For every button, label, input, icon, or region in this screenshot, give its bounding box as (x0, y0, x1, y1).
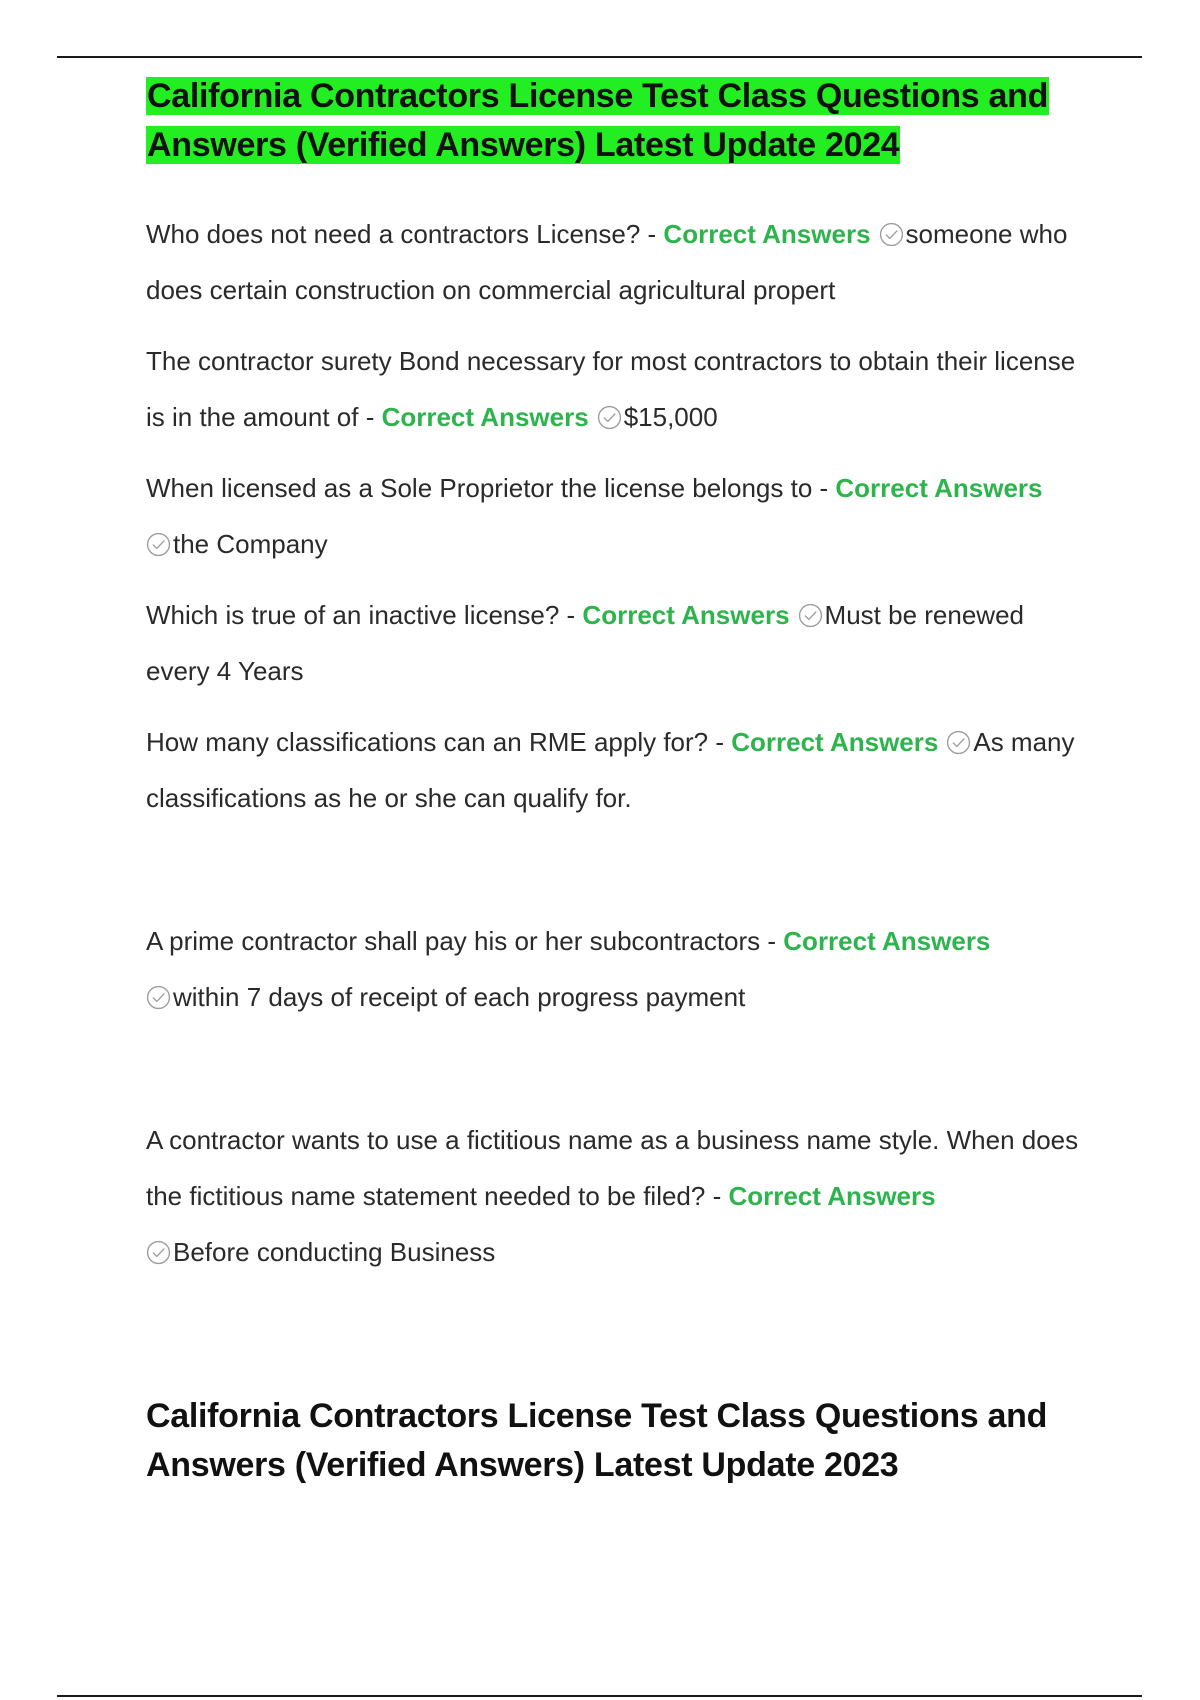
question-text: Which is true of an inactive license? (146, 600, 560, 630)
answer-text: $15,000 (623, 402, 718, 432)
qa-list (146, 206, 1086, 1280)
correct-answers-label: Correct Answers (731, 727, 939, 757)
answer-text: within 7 days of receipt of each progress payment (173, 982, 746, 1012)
checkmark-circle-icon (879, 222, 904, 247)
correct-answers-label: Correct Answers (381, 402, 589, 432)
question-text: How many classifications can an RME apply for? (146, 727, 709, 757)
answer-text: As many classifications as he or she can qualify for. (146, 727, 1075, 813)
question-text: A prime contractor shall pay his or her subcontractors (146, 926, 761, 956)
qa-item (146, 460, 1086, 572)
footer-title: California Contractors License Test Class Questions and Answers (Verified Answers) Latest Update 2023 (146, 1397, 1048, 1484)
qa-item (146, 714, 1086, 826)
question-text: When licensed as a Sole Proprietor the license belongs to (146, 473, 813, 503)
checkmark-circle-icon (798, 603, 823, 628)
correct-answers-label: Correct Answers (582, 600, 790, 630)
separator: - (559, 600, 583, 630)
qa-item (146, 333, 1086, 445)
answer-text: Must be renewed every 4 Years (146, 600, 1024, 686)
answer-text: someone who does certain construction on commercial agricultural propert (146, 219, 1068, 305)
correct-answers-label: Correct Answers (663, 219, 871, 249)
separator: - (760, 926, 784, 956)
question-text: The contractor surety Bond necessary for most contractors to obtain their license is in the amount of (146, 346, 1076, 432)
checkmark-circle-icon (146, 1240, 171, 1265)
checkmark-circle-icon (146, 985, 171, 1010)
qa-item (146, 587, 1086, 699)
bottom-rule (57, 1695, 1142, 1697)
answer-text: Before conducting Business (173, 1237, 496, 1267)
correct-answers-label: Correct Answers (835, 473, 1043, 503)
qa-item (146, 913, 1086, 1025)
top-rule (57, 56, 1142, 58)
separator: - (640, 219, 664, 249)
separator: - (812, 473, 836, 503)
separator: - (705, 1181, 729, 1211)
question-text: A contractor wants to use a fictitious name as a business name style. When does the fictitious name statement needed to be filed? (146, 1125, 1079, 1211)
answer-text: the Company (173, 529, 328, 559)
qa-item (146, 206, 1086, 318)
correct-answers-label: Correct Answers (783, 926, 991, 956)
document-title (146, 72, 1086, 170)
checkmark-circle-icon (146, 532, 171, 557)
checkmark-circle-icon (597, 405, 622, 430)
separator: - (358, 402, 382, 432)
qa-item (146, 1112, 1086, 1280)
question-text: Who does not need a contractors License? (146, 219, 641, 249)
highlighted-title-text: California Contractors License Test Class Questions and Answers (Verified Answers) Latest Update 2024 (147, 77, 1049, 164)
checkmark-circle-icon (946, 730, 971, 755)
separator: - (708, 727, 732, 757)
document-page (146, 72, 1086, 1490)
correct-answers-label: Correct Answers (728, 1181, 936, 1211)
